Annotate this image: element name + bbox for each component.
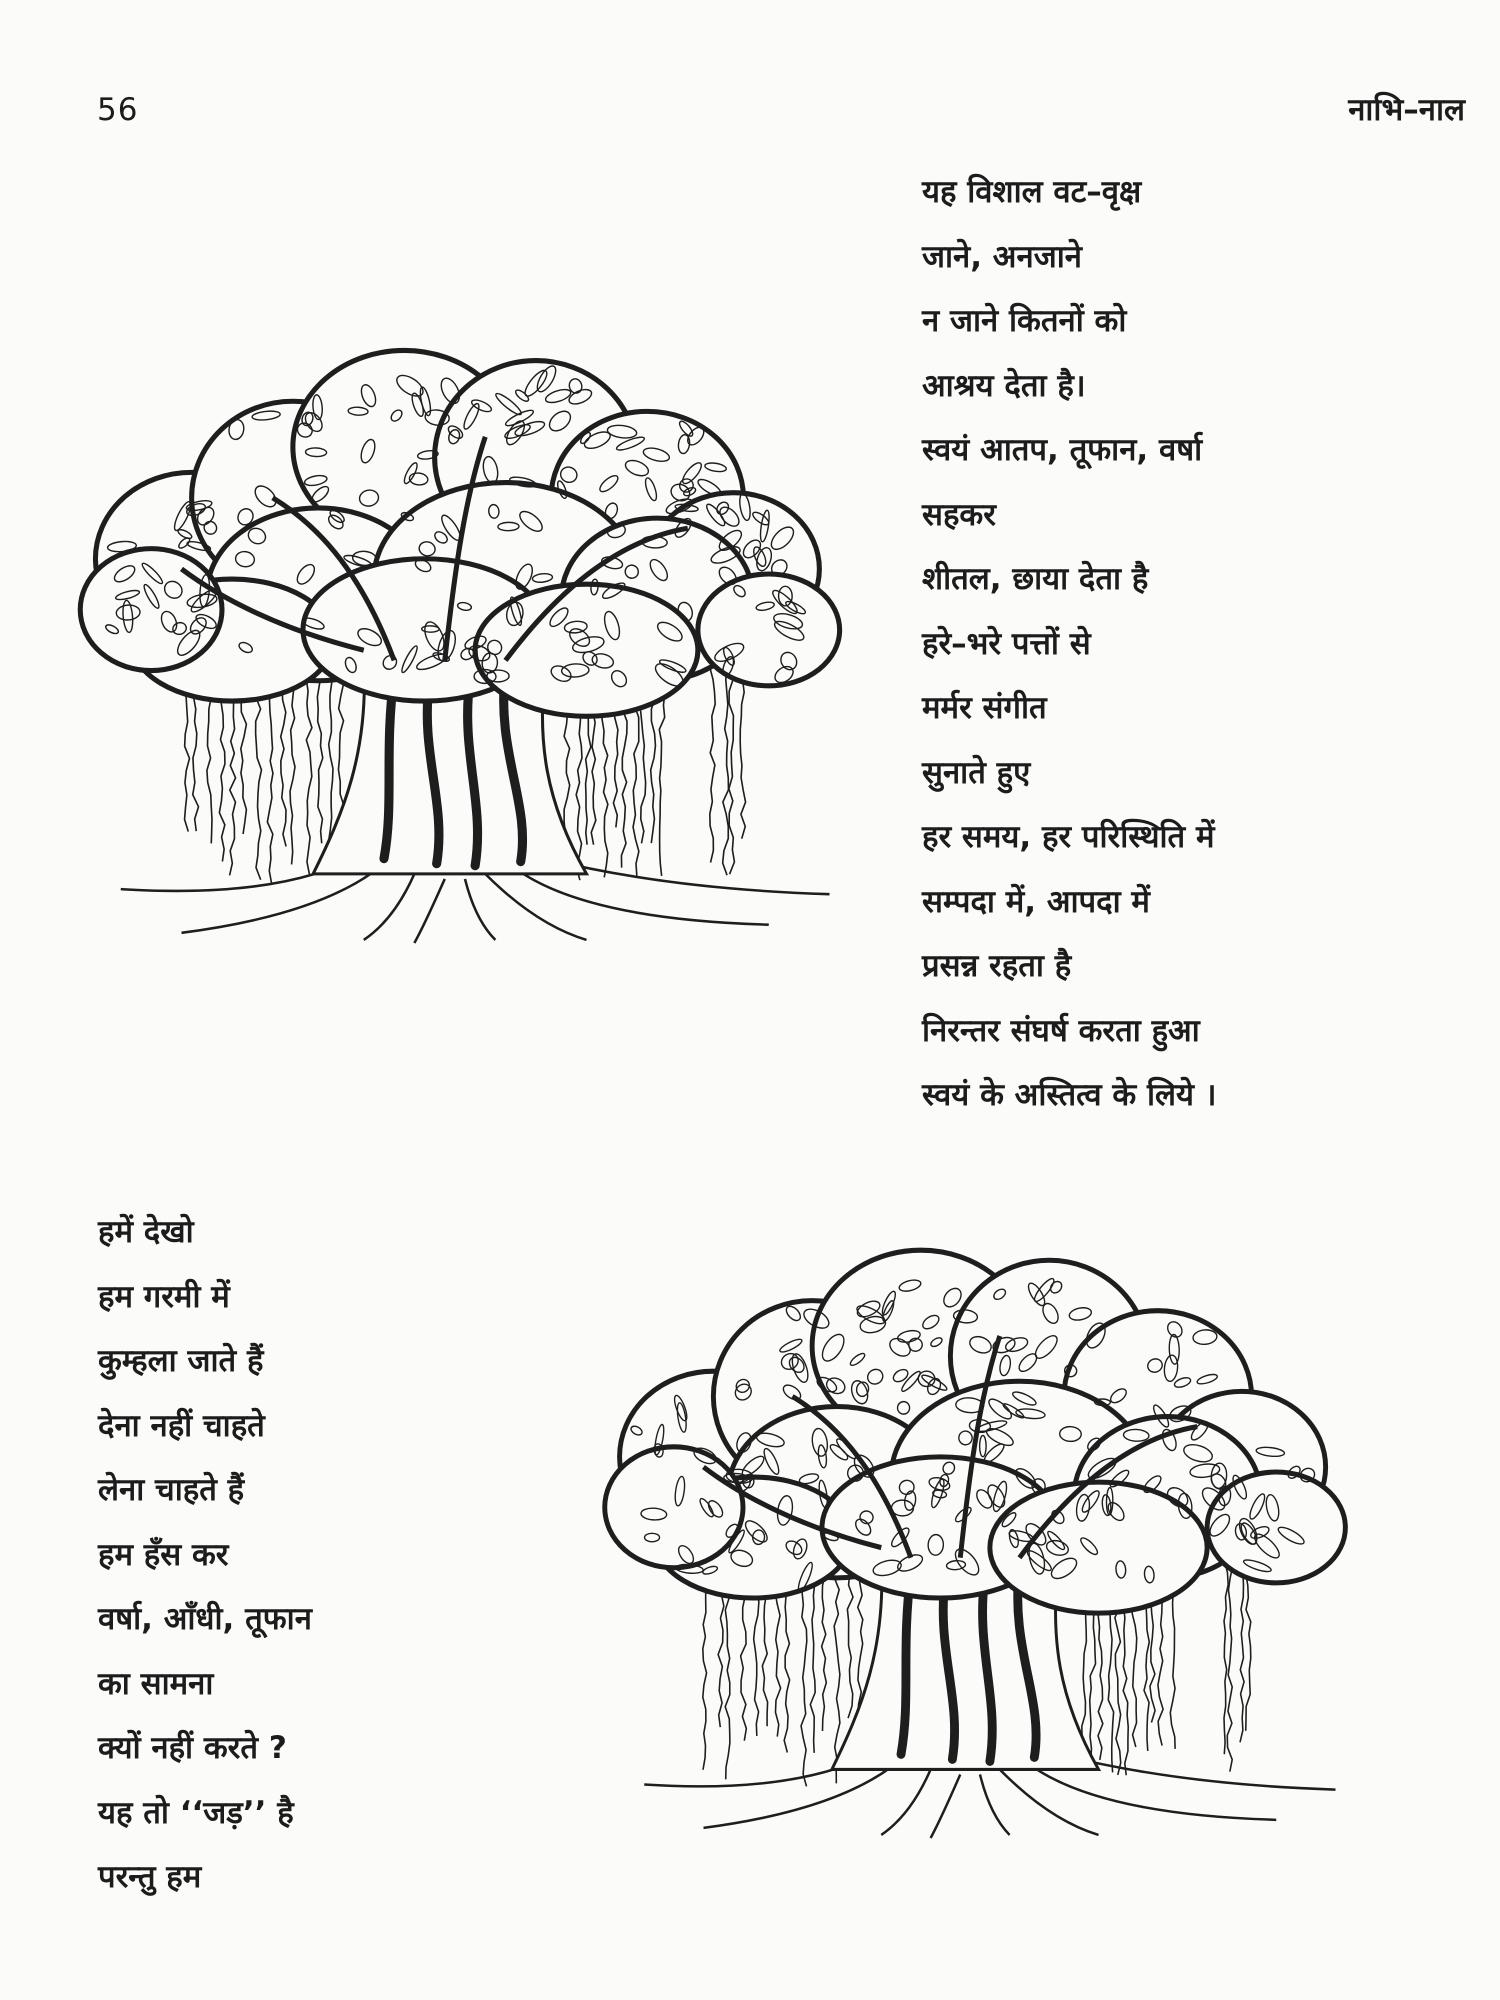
poem-line: शीतल, छाया देता है [922,561,1149,597]
poem-line: परन्तु हम [98,1859,202,1895]
poem-line: प्रसन्न रहता है [922,948,1072,984]
poem-line: वर्षा, आँधी, तूफान [98,1601,312,1637]
poem-line: कुम्हला जाते हैं [98,1343,264,1379]
poem-line: हरे–भरे पत्तों से [922,625,1091,662]
poem-line: क्यों नहीं करते ? [98,1730,287,1766]
poem-line: यह विशाल वट–वृक्ष [922,174,1142,210]
poem-line: जाने, अनजाने [922,238,1082,275]
poem-line: न जाने कितनों को [922,303,1127,339]
poem-line: मर्मर संगीत [922,690,1047,726]
poem-line: देना नहीं चाहते [98,1407,265,1444]
poem-stanza-2 [98,1200,312,1910]
poem-line: निरन्तर संघर्ष करता हुआ [922,1012,1200,1049]
poem-line: हम गरमी में [98,1278,230,1315]
poem-line: लेना चाहते हैं [98,1472,245,1508]
poem-line: यह तो ‘‘जड़’’ है [98,1794,294,1831]
poem-line: सम्पदा में, आपदा में [922,883,1150,920]
poem-line: का सामना [98,1665,214,1702]
running-title: नाभि–नाल [1348,92,1465,128]
poem-line: हर समय, हर परिस्थिति में [922,819,1215,855]
poem-line: हम हँस कर [98,1536,229,1573]
poem-line: सहकर [922,496,996,533]
poem-stanza-1 [922,160,1217,1128]
poem-line: स्वयं आतप, तूफान, वर्षा [922,432,1203,468]
banyan-tree-illustration-bottom [585,1225,1375,1840]
poem-line: आश्रय देता है। [922,367,1086,404]
poem-line: सुनाते हुए [922,754,1031,791]
page-number: 56 [97,92,139,128]
poem-line: हमें देखो [98,1214,194,1250]
poem-line: स्वयं के अस्तित्व के लिये । [922,1077,1217,1113]
banyan-tree-illustration-top [60,325,870,945]
